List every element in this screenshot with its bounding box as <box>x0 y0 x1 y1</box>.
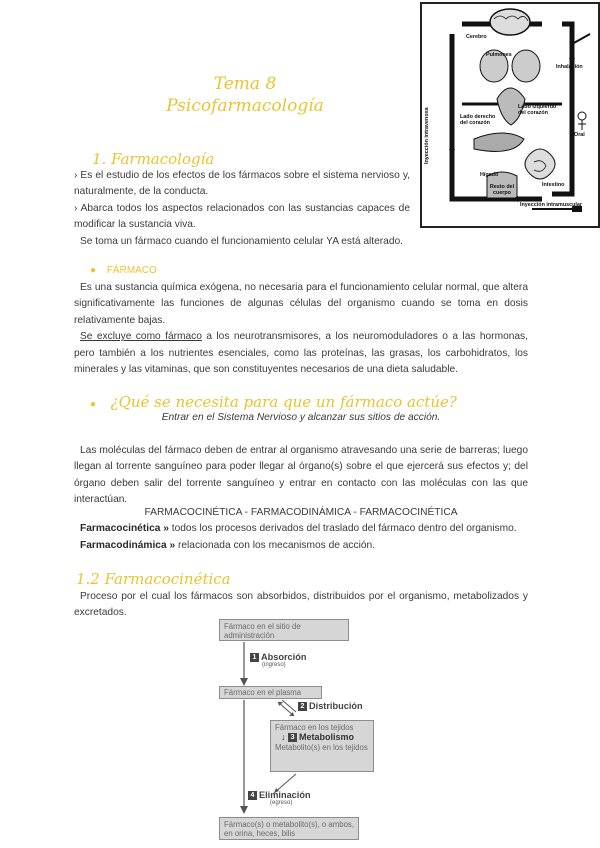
section1-heading: 1. Farmacología <box>92 150 215 168</box>
bullet-dot-icon: ● <box>90 265 97 276</box>
pharmaco-sequence: FARMACOCINÉTICA - FARMACODINÁMICA - FARMACOCINÉTICA <box>144 507 458 518</box>
step1-sub: (ingreso) <box>262 662 286 668</box>
circulation-diagram <box>420 2 600 228</box>
text-farmacodinamica: relacionada con los mecanismos de acción. <box>175 540 376 551</box>
step1-number: 1 <box>250 653 259 662</box>
term-farmacocinetica: Farmacocinética » <box>80 523 169 534</box>
step-distribution <box>298 701 363 711</box>
box-excretion: Fármaco(s) o metabolito(s), o ambos, en orina, heces, bilis <box>219 817 359 840</box>
step-metabolism: ↓ 3 Metabolismo <box>281 732 355 742</box>
step1-label: Absorción <box>261 652 307 662</box>
step3-number: 3 <box>288 733 297 742</box>
label-inhalation: Inhalación <box>556 64 583 70</box>
document-title <box>140 73 350 117</box>
step2-number: 2 <box>298 702 307 711</box>
definition-farmacodinamica <box>80 538 528 554</box>
section1-p1: › Es el estudio de los efectos de los fármacos sobre el sistema nervioso y, naturalmente, de la conducta. <box>74 170 410 198</box>
arrow-distribution-icon <box>276 700 298 720</box>
farmaco-bullet <box>90 265 157 276</box>
label-lung: Pulmones <box>486 52 512 58</box>
exclude-rest: a los neurotransmisores, a los neuromoduladores o a las hormonas, pero también a los nutrientes esenciales, como las proteínas, las grasas, los carbohidratos, los minerales y las vitaminas, que son constituyentes necesarios de una dieta saludable. <box>74 331 528 376</box>
arrow-absorption-icon <box>238 642 250 687</box>
necesita-paragraph: Las moléculas del fármaco deben de entrar al organismo atravesando una serie de barreras; luego llegan al torrente sanguíneo para poder llegar al órgano(s) sobre el que ejercerá sus efectos y; del órgano deben salir del torrente sanguíneo y entrar en contacto con las moléculas con las que interactúan. <box>74 445 528 506</box>
label-rest-of-body: Resto del cuerpo <box>489 184 515 196</box>
label-iv: Inyección intravenosa <box>424 107 430 164</box>
farmaco-exclusion <box>74 329 528 378</box>
step-elimination <box>248 790 311 806</box>
label-left-heart: Lado izquierdo del corazón <box>518 104 557 116</box>
bullet-dot-icon: ● <box>90 399 97 410</box>
step4-label: Eliminación <box>259 790 311 800</box>
label-im: Inyección intramuscular <box>520 202 583 208</box>
title-line-1: Tema 8 <box>213 74 277 94</box>
box-plasma: Fármaco en el plasma <box>219 686 322 699</box>
box-administration-site: Fármaco en el sitio de administración <box>219 619 349 641</box>
term-farmacodinamica: Farmacodinámica » <box>80 540 176 551</box>
step3-label: Metabolismo <box>299 732 355 742</box>
label-right-heart: Lado derecho del corazón <box>460 114 496 126</box>
box-tissues-bottom: Metabolito(s) en los tejidos <box>275 743 368 752</box>
necesita-heading: ¿Qué se necesita para que un fármaco actúe? <box>110 393 457 411</box>
section12-heading: 1.2 Farmacocinética <box>76 570 231 588</box>
definition-farmacocinetica <box>80 521 528 537</box>
farmaco-definition: Es una sustancia química exógena, no necesaria para el funcionamiento celular normal, que altera significativamente las funciones de algunas células del organismo cuando se toma en dosis relativamente bajas. <box>74 282 528 326</box>
section1-p3: Se toma un fármaco cuando el funcionamiento celular YA está alterado. <box>80 235 403 247</box>
box-tissues-top: Fármaco en los tejidos <box>275 723 354 732</box>
title-line-2: Psicofarmacología <box>166 96 324 116</box>
step4-number: 4 <box>248 791 257 800</box>
step2-label: Distribución <box>309 701 363 711</box>
box-tissues <box>270 720 374 772</box>
step4-sub: (egreso) <box>270 800 293 806</box>
text-farmacocinetica: todos los procesos derivados del traslado del fármaco dentro del organismo. <box>168 523 517 534</box>
step-absorption <box>250 652 306 668</box>
label-oral: Oral <box>574 132 585 138</box>
farmaco-label: FÁRMACO <box>106 265 157 276</box>
label-brain: Cerebro <box>466 34 487 40</box>
section1-body <box>74 168 410 250</box>
label-intestine: Intestino <box>542 182 565 188</box>
farmaco-body <box>74 280 528 378</box>
exclude-underlined: Se excluye como fármaco <box>80 331 202 343</box>
necesita-subtitle: Entrar en el Sistema Nervioso y alcanzar sus sitios de acción. <box>161 412 441 423</box>
section1-p2: › Abarca todos los aspectos relacionados con las sustancias capaces de modificar la sustancia viva. <box>74 202 410 231</box>
section12-paragraph: Proceso por el cual los fármacos son absorbidos, distribuidos por el organismo, metabolizados y excretados. <box>74 591 528 619</box>
label-liver: Hígado <box>480 172 499 178</box>
